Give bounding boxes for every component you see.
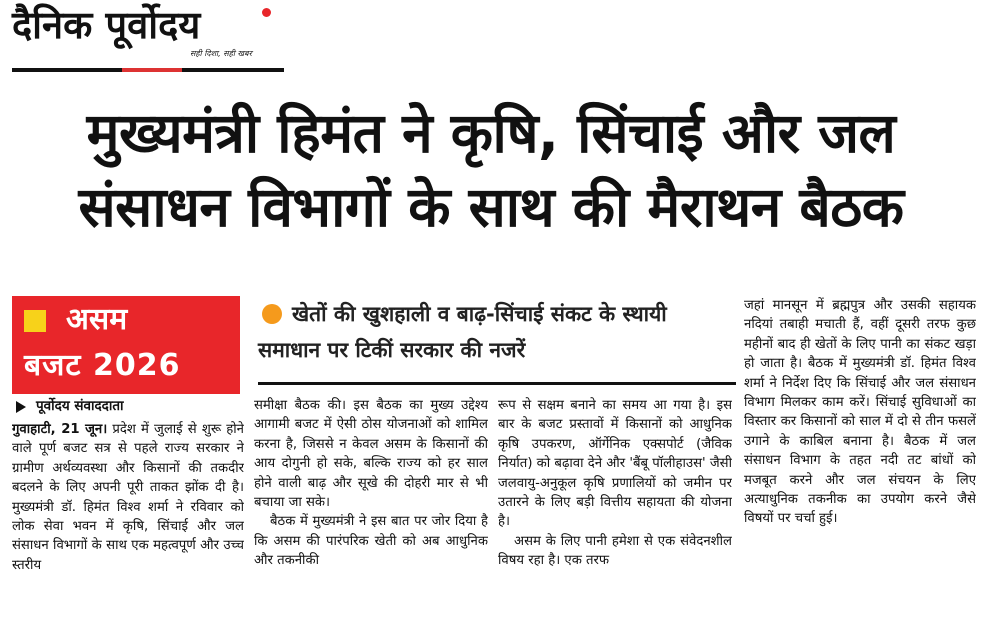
byline: पूर्वोदय संवाददाता [36, 398, 124, 414]
subheadline-box [258, 296, 736, 380]
headline-line-2: संसाधन विभागों के साथ की मैराथन बैठक [78, 175, 904, 239]
masthead-rule-accent [122, 68, 182, 72]
column-4-paragraph: जहां मानसून में ब्रह्मपुत्र और उसकी सहायक नदियां तबाही मचाती हैं, वहीं दूसरी तरफ कुछ महीनों बाद ही खेतों के लिए पानी का संकट खड़ा हो जाता है। बैठक में मुख्यमंत्री डॉ. हिमंत विश्व शर्मा ने निर्देश दिए कि सिंचाई और जल संसाधन विभाग मिलकर काम करें। सिंचाई सुविधाओं का विस्तार कर किसानों को साल में दो से तीन फसलें उगाने के काबिल बनाना है। बैठक में जल संसाधन विभाग के तहत नदी तट बांधों को मजबूत करने और जल संचयन के लिए अत्याधुनिक तकनीक का उपयोग करने जैसे विषयों पर चर्चा हुई। [744, 298, 976, 527]
masthead-tagline: सही दिशा, सही खबर [190, 49, 252, 58]
badge-line-1: असम [66, 302, 128, 337]
masthead [12, 2, 282, 72]
column-3-paragraph-2: असम के लिए पानी हमेशा से एक संवेदनशील विषय रहा है। एक तरफ [498, 533, 732, 569]
article-column-4 [744, 296, 976, 626]
article-column-1 [12, 420, 244, 626]
masthead-title: दैनिक पूर्वोदय [12, 3, 201, 47]
badge-line-2: बजट 2026 [24, 348, 181, 383]
headline [0, 96, 982, 244]
section-badge [12, 296, 240, 394]
masthead-red-dot [262, 8, 271, 17]
badge-square-icon [24, 310, 46, 332]
column-3-paragraph-1: रूप से सक्षम बनाने का समय आ गया है। इस बार के बजट प्रस्तावों में किसानों को आधुनिक कृषि उपकरण, ऑर्गेनिक एक्सपोर्ट (जैविक निर्यात) को बढ़ावा देने और 'बैंबू पॉलीहाउस' जैसी जलवायु-अनुकूल कृषि प्रणालियों को जमीन पर उतारने के लिए बड़ी वित्तीय सहायता की योजना है। [498, 398, 732, 530]
byline-triangle-icon [16, 401, 26, 413]
subheadline-rule [258, 382, 736, 385]
column-1-paragraph [12, 420, 244, 575]
dateline: गुवाहाटी, 21 जून। [12, 422, 108, 437]
column-1-text: प्रदेश में जुलाई से शुरू होने वाले पूर्ण बजट सत्र से पहले राज्य सरकार ने ग्रामीण अर्थव्यवस्था और किसानों की तकदीर बदलने के लिए अपनी पूरी ताकत झोंक दी है। मुख्यमंत्री डॉ. हिमंत विश्व शर्मा ने रविवार को लोक सेवा भवन में कृषि, सिंचाई और जल संसाधन विभागों के साथ एक महत्वपूर्ण और उच्च स्तरीय [12, 422, 244, 573]
column-2-paragraph-2: बैठक में मुख्यमंत्री ने इस बात पर जोर दिया है कि असम की पारंपरिक खेती को अब आधुनिक और तकनीकी [254, 514, 488, 569]
article-column-3 [498, 396, 732, 626]
headline-line-1: मुख्यमंत्री हिमंत ने कृषि, सिंचाई और जल [86, 101, 896, 165]
article-column-2 [254, 396, 488, 626]
subheadline: खेतों की खुशहाली व बाढ़-सिंचाई संकट के स्थायी समाधान पर टिकीं सरकार की नजरें [258, 302, 667, 362]
column-2-paragraph-1: समीक्षा बैठक की। इस बैठक का मुख्य उद्देश्य आगामी बजट में ऐसी ठोस योजनाओं को शामिल करना है, जिससे न केवल असम के किसानों की आय दोगुनी हो सके, बल्कि राज्य को हर साल होने वाली बाढ़ और सूखे की दोहरी मार से भी बचाया जा सके। [254, 398, 488, 511]
